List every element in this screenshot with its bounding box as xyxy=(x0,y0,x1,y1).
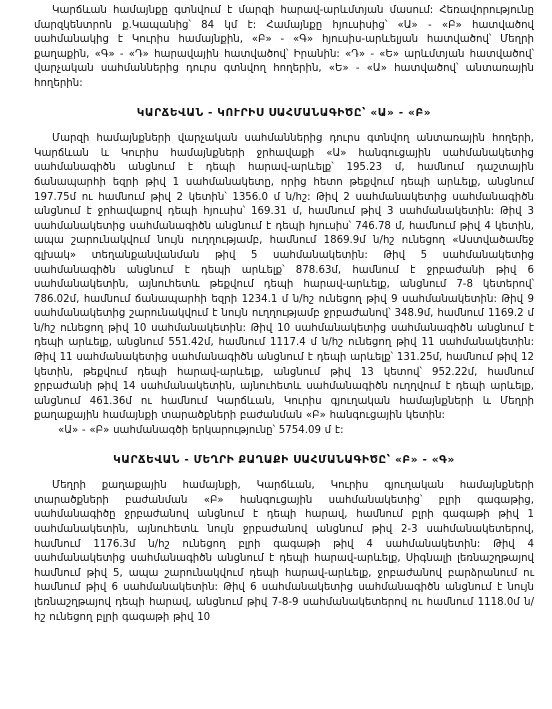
section-b-g-body: Մեղրի քաղաքային համայնքի, Կարճևան, Կուրիս գյուղական համայնքների տարածքների բաժանման «Բ» հանգուցային սահմանակետից՝ բլրի գագաթից, սահմանագիծը ջրբաժանով անցնում է դեպի հարավ, համնում բլրի գագաթի թիվ 1 սահմանակետին, այնուհետև նույն ջրբաժանով անցնում թիվ 2-3 սահմանակետերով, համնում 1176.3մ ն/հշ ունեցող բլրի գագաթի թիվ 4 սահմանակետին: Թիվ 4 սահմանակետից սահմանագիծն անցնում է դեպի հարավ-արևելք, Սիգնալի լեռնաշղթայով համնում թիվ 5, ապա շարունակվում դեպի հարավ-արևելք, ջրբաժանով բարձրանում ու համնում թիվ 6 սահմանակետին: Թիվ 6 սահմանակետից սահմանագիծն անցնում է նույն լեռնաշղթայով դեպի հարավ, անցնում թիվ 7-8-9 սահմանակետերով ու համնում 1118.0մ ն/հշ ունեցող բլրի գագաթի թիվ 10 xyxy=(34,480,534,623)
section-heading-a-b: ԿԱՐՃԵՎԱՆ - ԿՈՒՐԻՍ ՍԱՀՄԱՆԱԳԻԾԸ՝ «Ա» - «Բ» xyxy=(136,106,432,119)
section-heading-b-g: ԿԱՐՃԵՎԱՆ - ՄԵՂՐԻ ՔԱՂԱՔԻ ՍԱՀՄԱՆԱԳԻԾԸ՝ «Բ» - «Գ» xyxy=(113,453,455,466)
intro-paragraph: Կարճևան համայնքը գտնվում է մարզի հարավ-արևմտյան մասում: Հեռավորությունը մարզկենտրոն ք.Կապանից՝ 84 կմ է: Համայնքը հյուսիսից՝ «Ա» - «Բ» հատվածով սահմանակից է Կուրիս համայնքին, «Բ» - «Գ» հյուսիս-արևելյան հատվածով՝ Մեղրի քաղաքին, «Գ» - «Դ» հարավային հատվածով՝ Իրանին: «Դ» - «Ե» արևմտյան հատվածով՝ վարչական սահմաններից դուրս գտնվող հողերին, «Ե» - «Ա» հատվածով՝ անտառային հողերին: xyxy=(34,5,534,89)
section-a-b-body: Մարզի համայնքների վարչական սահմաններից դուրս գտնվող անտառային հողերի, Կարճևան և Կուրիս համայնքների ջրհավաքի «Ա» հանգուցային սահմանակետից սահմանագիծն անցնում է դեպի հարավ-արևելք՝ 195.23 մ, համնում դաշտային ճանապարհի եզրի թիվ 1 սահմանակետը, որից հետո թեքվում դեպի արևելք, անցնում 197.75մ ու համնում թիվ 2 կետին՝ 1356.0 մ ն/հշ: Թիվ 2 սահմանակետից սահմանագիծն անցնում է ջրհավաքով դեպի հյուսիս՝ 169.31 մ, համնում թիվ 3 սահմանակետին: Թիվ 3 սահմանակետից սահմանագիծն անցնում է դեպի հյուսիս՝ 746.78 մ, համնում թիվ 4 կետին, ապա շարունակվում նույն ուղղությամբ, համնում 1869.9մ ն/հշ ունեցող «Աստվածամեջ գլխակ» տեղանքանվանման թիվ 5 սահմանակետին: Թիվ 5 սահմանակետից սահմանագիծն անցնում է դեպի արևելք՝ 878.63մ, համնում է ջրբաժանի թիվ 6 սահմանակետին, այնուհետև թեքվում դեպի հարավ-արևելք, անցնում 7-8 կետերով՝ 786.02մ, համնում ճանապարհի եզրի 1234.1 մ ն/հշ ունեցող թիվ 9 սահմանակետին: Թիվ 9 սահմանակետից շարունակվում է նույն ուղղությամբ ջրբաժանով՝ 348.9մ, համնում 1169.2 մ ն/հշ ունեցող թիվ 10 սահմանակետին: Թիվ 10 սահմանակետից սահմանագիծն անցնում է դեպի արևելք, անցնում 551.42մ, համնում 1117.4 մ ն/հշ ունեցող թիվ 11 սահմանակետին: Թիվ 11 սահմանակետից սահմանագիծն անցնում է դեպի արևելք՝ 131.25մ, համնում թիվ 12 կետին, թեքվում դեպի հարավ-արևելք, անցնում թիվ 13 կետով՝ 952.22մ, համնում ջրբաժանի թիվ 14 սահմանակետին, այնուհետև սահմանագիծն ուղղվում է դեպի արևելք, անցնում 461.36մ ու համնում Կարճևան, Կուրիս գյուղական համայնքների և Մեղրի քաղաքային համայնքի տարածքների բաժանման «Բ» հանգուցային կետին: xyxy=(34,133,534,422)
section-a-b-length: «Ա» - «Բ» սահմանագծի երկարությունը՝ 5754.09 մ է: xyxy=(58,425,344,437)
